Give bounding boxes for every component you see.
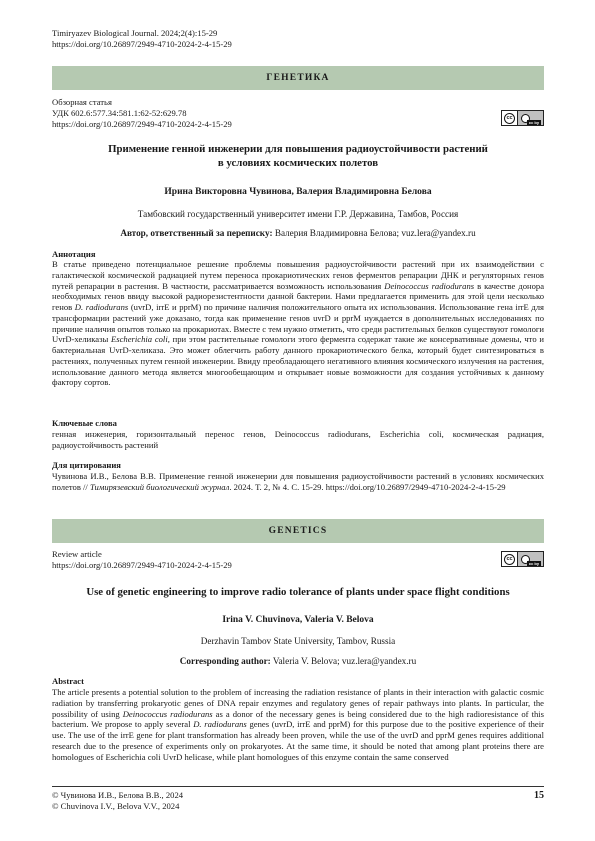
corr-value-en: Valeria V. Belova; vuz.lera@yandex.ru [270, 656, 417, 666]
abstract-text-ru: В статье приведено потенциальное решение проблемы повышения радиоустойчивости растений при их взаимодействии с галактической космической радиацией путем переноса прокариотических генов ферментов репарации ДНК и регуляторных генов путей репарации в растения. В частности, рассматривается возможность использования Deinococcus radiodurans в качестве донора необходимых генов ввиду высокой радиорезистентности данной бактерии. Нами предлагается применить для этой цели несколько генов D. radiodurans (uvrD, irrE и pprM) по причине наличия положительного опыта их использования. Использование гена irrE для трансформации растений уже доказано, тогда как применение генов uvrD и pprM нуждается в дополнительных исследованиях по причине наличия опытов только на прокариотах. Вместе с тем нужно отметить, что среди растительных белков существуют гомологи UvrD-хеликазы Escherichia coli, при этом растительные гомологи этого фермента содержат такие же консервативные домены, что и бактериальная UvrD-хеликаза. Это может облегчить работу данного прокариотического белка, который будет синтезироваться в растениях, полученных путем генной инженерии. Ввиду преобладающего негативного влияния космического излучения на растения, использование данного метода является многообещающим и открывает новые возможности для создания устойчивых к данному фактору сортов. [52, 259, 545, 388]
copyright-ru: © Чувинова И.В., Белова В.В., 2024 [52, 790, 184, 800]
cc-icon: cc [504, 113, 515, 124]
article-title-ru: Применение генной инженерии для повышения радиоустойчивости растений в условиях космических полетов [108, 143, 488, 169]
corresponding-author-ru [52, 228, 544, 238]
section-bar-ru: ГЕНЕТИКА [52, 66, 544, 90]
journal-citation: Timiryazev Biological Journal. 2024;2(4):15-29 [52, 28, 218, 38]
article-doi-link-en[interactable]: https://doi.org/10.26897/2949-4710-2024-2-4-15-29 [52, 559, 232, 570]
article-type-en: Review article [52, 549, 102, 559]
journal-doi-link[interactable]: https://doi.org/10.26897/2949-4710-2024-2-4-15-29 [52, 39, 232, 49]
abstract-text-en: The article presents a potential solution to the problem of increasing the radiation resistance of plants in their interaction with galactic cosmic radiation by transferring prokaryotic genes of DNA repair enzymes and regulatory genes of repair pathways into plants. In particular, the possibility of using Deinococcus radiodurans as a donor of the necessary genes is being considered due to the high radioresistance of this bacterium. We propose to apply several D. radiodurans genes (uvrD, irrE and pprM) for this purpose due to the positive experience of their use. The use of the irrE gene for plant transformation has already been proven, while the use of the uvrD and pprM genes requires additional research due to the presence of experiments only on prokaryotes. At the same time, it should be noted that among plant proteins there are homologues of Escherichia coli UvrD helicase, while plant homologues of this enzyme contain the same conserved [52, 687, 544, 762]
page-number: 15 [534, 790, 544, 801]
corr-value-ru: Валерия Владимировна Белова; vuz.lera@yandex.ru [272, 228, 476, 238]
corr-label-ru: Автор, ответственный за переписку: [120, 228, 273, 238]
cc-license-badge-en[interactable] [501, 551, 544, 567]
footer-copyright [52, 790, 183, 812]
abstract-heading-en: Abstract [52, 676, 84, 686]
corresponding-author-en [52, 656, 544, 666]
copyright-en: © Chuvinova I.V., Belova V.V., 2024 [52, 801, 180, 811]
section-bar-en: GENETICS [52, 519, 544, 543]
affiliation-ru: Тамбовский государственный университет имени Г.Р. Державина, Тамбов, Россия [137, 209, 459, 219]
abstract-heading-ru: Аннотация [52, 249, 96, 259]
article-doi-link-ru[interactable]: https://doi.org/10.26897/2949-4710-2024-2-4-15-29 [52, 118, 232, 129]
affiliation-en: Derzhavin Tambov State University, Tambov, Russia [200, 636, 396, 646]
cc-by-label: cc by [528, 561, 540, 566]
article-type-ru: Обзорная статья [52, 97, 112, 107]
udk-code: УДК 602.6:577.34:581.1:62-52:629.78 [52, 107, 187, 118]
citation-heading-ru: Для цитирования [52, 460, 121, 470]
footer-divider [52, 786, 544, 787]
authors-ru: Ирина Викторовна Чувинова, Валерия Владимировна Белова [164, 187, 432, 197]
cc-by-label: cc by [528, 120, 540, 125]
cc-license-badge-ru[interactable] [501, 110, 544, 126]
keywords-ru: генная инженерия, горизонтальный перенос генов, Deinococcus radiodurans, Escherichia coli, космическая радиация, радиоустойчивость растений [52, 429, 544, 450]
keywords-heading-ru: Ключевые слова [52, 418, 117, 428]
cc-icon: cc [504, 554, 515, 565]
authors-en: Irina V. Chuvinova, Valeria V. Belova [222, 615, 374, 625]
corr-label-en: Corresponding author: [179, 656, 271, 666]
article-meta-ru [52, 97, 232, 129]
journal-header [52, 28, 232, 50]
article-meta-en [52, 549, 232, 571]
article-title-en: Use of genetic engineering to improve radio tolerance of plants under space flight conditions [86, 586, 510, 598]
citation-ru: Чувинова И.В., Белова В.В. Применение генной инженерии для повышения радиоустойчивости растений в условиях космических полетов // Тимирязевский биологический журнал. 2024. Т. 2, № 4. С. 15-29. https://doi.org/10.26897/2949-4710-2024-2-4-15-29 [52, 471, 544, 492]
